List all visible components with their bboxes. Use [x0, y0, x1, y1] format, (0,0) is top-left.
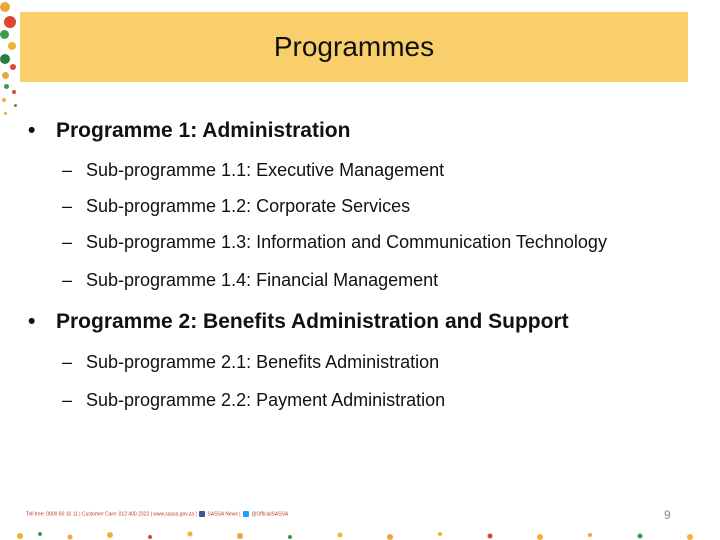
programme-item	[28, 310, 569, 334]
dash-icon: –	[62, 352, 73, 372]
sub-programme-item	[62, 270, 438, 291]
sub-programme-label: Sub-programme 2.2: Payment Administration	[86, 390, 446, 410]
sub-programme-label: Sub-programme 2.1: Benefits Administration	[86, 352, 440, 372]
dash-icon: –	[62, 390, 73, 410]
decorative-ribbon	[0, 524, 720, 540]
sub-programme-item	[62, 196, 410, 217]
sub-programme-item	[62, 160, 444, 181]
footer-contact	[26, 511, 288, 517]
sub-programme-label: Sub-programme 1.4: Financial Management	[86, 270, 439, 290]
bullet-icon: •	[28, 310, 36, 333]
footer-twitter-label[interactable]: @OfficialSASSA	[251, 511, 289, 518]
sub-programme-item	[62, 232, 607, 253]
programme-label: Programme 2: Benefits Administration and Support	[56, 310, 569, 333]
slide-title: Programmes	[273, 31, 435, 62]
facebook-icon[interactable]	[199, 511, 205, 517]
sub-programme-item	[62, 352, 439, 373]
dash-icon: –	[62, 196, 73, 216]
bullet-icon: •	[28, 119, 36, 142]
sub-programme-label: Sub-programme 1.2: Corporate Services	[86, 196, 411, 216]
page-number: 9	[664, 508, 671, 522]
footer-contact-text: Toll free: 0800 60 10 11 | Customer Care: 012 400 2322 | www.sassa.gov.za |	[26, 511, 197, 518]
dash-icon: –	[62, 232, 73, 252]
sub-programme-item	[62, 390, 445, 411]
dash-icon: –	[62, 270, 73, 290]
programme-item	[28, 119, 350, 143]
sub-programme-label: Sub-programme 1.1: Executive Management	[86, 160, 445, 180]
footer-facebook-label[interactable]: SASSA News |	[207, 511, 241, 518]
twitter-icon[interactable]	[243, 511, 249, 517]
programme-label: Programme 1: Administration	[56, 119, 351, 142]
sub-programme-label: Sub-programme 1.3: Information and Communication Technology	[86, 232, 607, 252]
dash-icon: –	[62, 160, 73, 180]
